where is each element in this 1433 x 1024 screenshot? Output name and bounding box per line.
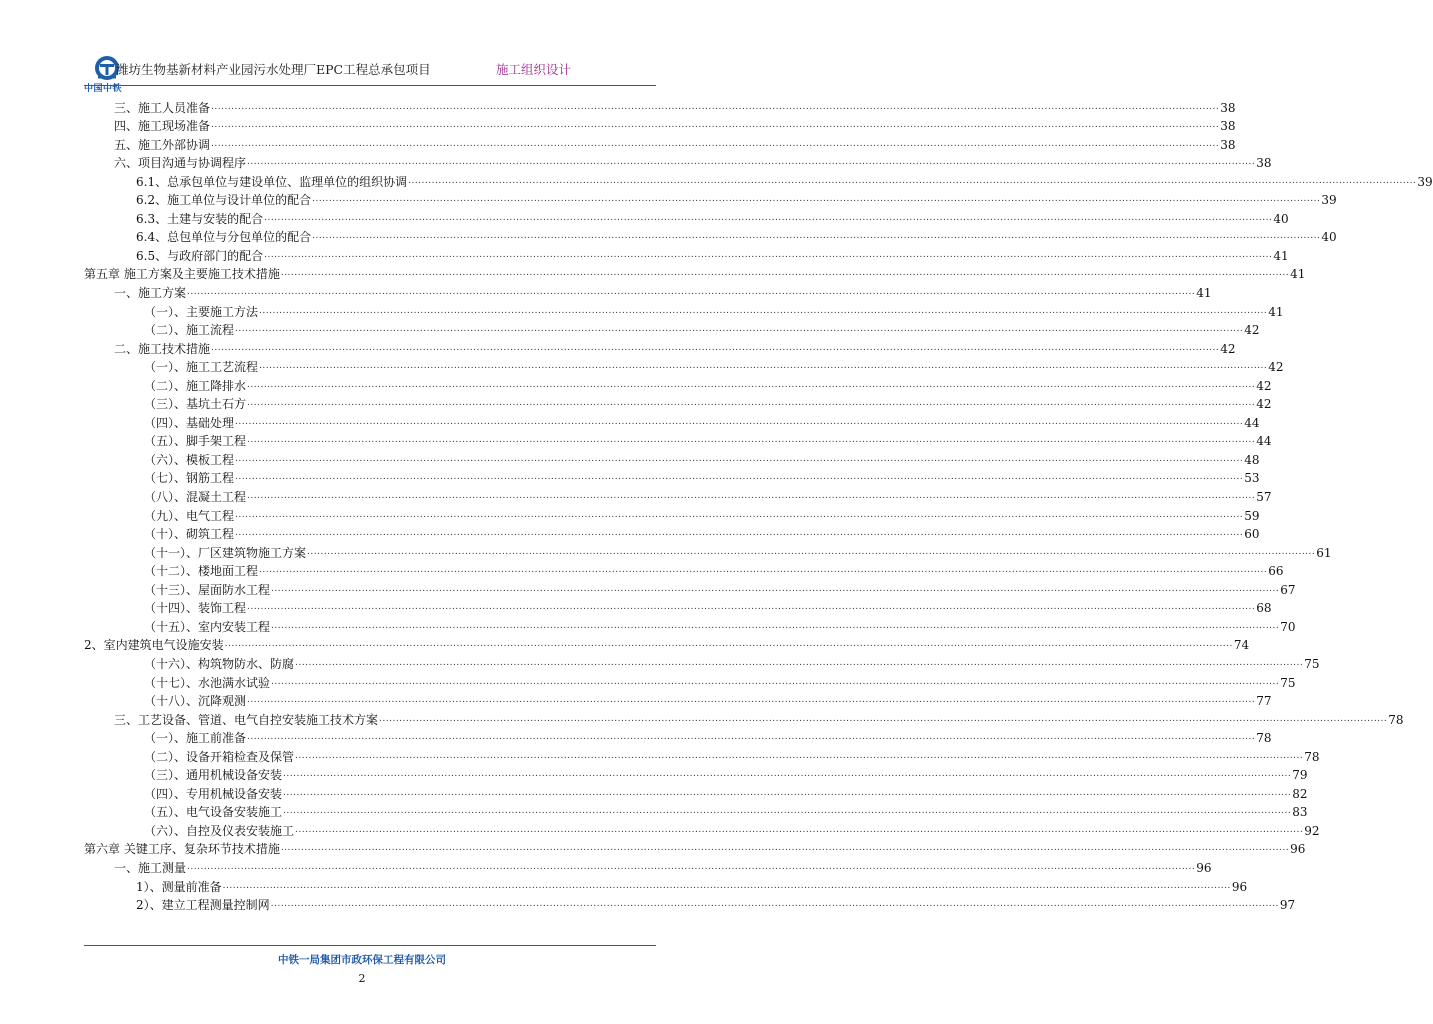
toc-entry[interactable] <box>84 578 1296 597</box>
toc-entry[interactable] <box>84 523 1260 542</box>
toc-entry[interactable] <box>84 690 1272 709</box>
toc-entry-page: 38 <box>1220 119 1236 134</box>
toc-leader-dots: ............................................................................................................................................................................................................................................................................................................ <box>307 546 1316 557</box>
toc-entry[interactable] <box>84 411 1260 430</box>
toc-leader-dots: ............................................................................................................................................................................................................................................................................................................ <box>247 491 1256 502</box>
toc-leader-dots: ............................................................................................................................................................................................................................................................................................................ <box>259 305 1268 316</box>
toc-entry[interactable] <box>84 560 1284 579</box>
header-divider <box>84 85 656 86</box>
toc-entry-page: 82 <box>1292 786 1308 801</box>
toc-entry[interactable] <box>84 263 1306 282</box>
toc-entry-label: （十七）、水池满水试验 <box>144 675 271 690</box>
toc-entry[interactable] <box>84 652 1320 671</box>
toc-leader-dots: ............................................................................................................................................................................................................................................................................................................ <box>379 713 1388 724</box>
toc-entry-label: 2、室内建筑电气设施安装 <box>84 638 224 653</box>
toc-leader-dots: ............................................................................................................................................................................................................................................................................................................ <box>247 379 1256 390</box>
toc-entry-label: 6.5、与政府部门的配合 <box>136 248 264 263</box>
toc-entry-page: 66 <box>1268 564 1284 579</box>
toc-entry[interactable] <box>84 115 1236 134</box>
toc-leader-dots: ............................................................................................................................................................................................................................................................................................................ <box>211 120 1220 131</box>
toc-entry-page: 41 <box>1196 286 1212 301</box>
toc-entry-label: （三）、基坑土石方 <box>144 397 247 412</box>
toc-entry-page: 42 <box>1256 397 1272 412</box>
toc-entry-page: 75 <box>1304 656 1320 671</box>
toc-entry[interactable] <box>84 819 1320 838</box>
toc-leader-dots: ............................................................................................................................................................................................................................................................................................................ <box>222 880 1231 891</box>
toc-entry[interactable] <box>84 356 1284 375</box>
logo-caption: 中国中铁 <box>84 84 123 94</box>
toc-entry-label: （四）、基础处理 <box>144 415 235 430</box>
toc-entry-label: 三、施工人员准备 <box>114 100 211 115</box>
toc-leader-dots: ............................................................................................................................................................................................................................................................................................................ <box>235 528 1244 539</box>
toc-entry[interactable] <box>84 337 1236 356</box>
toc-entry[interactable] <box>84 597 1272 616</box>
footer-divider <box>84 945 656 946</box>
toc-entry[interactable] <box>84 189 1337 208</box>
toc-leader-dots: ............................................................................................................................................................................................................................................................................................................ <box>211 138 1220 149</box>
toc-entry-label: （八）、混凝土工程 <box>144 490 247 505</box>
toc-leader-dots: ............................................................................................................................................................................................................................................................................................................ <box>295 657 1304 668</box>
toc-entry-page: 44 <box>1244 415 1260 430</box>
toc-entry[interactable] <box>84 244 1289 263</box>
toc-leader-dots: ............................................................................................................................................................................................................................................................................................................ <box>235 416 1244 427</box>
toc-entry[interactable] <box>84 281 1212 301</box>
toc-leader-dots: ............................................................................................................................................................................................................................................................................................................ <box>271 676 1280 687</box>
toc-entry-page: 68 <box>1256 601 1272 616</box>
toc-entry[interactable] <box>84 226 1337 245</box>
toc-entry-page: 39 <box>1417 174 1433 189</box>
toc-entry-label: 一、施工测量 <box>114 860 187 875</box>
toc-leader-dots: ............................................................................................................................................................................................................................................................................................................ <box>271 620 1280 631</box>
toc-entry[interactable] <box>84 745 1320 764</box>
toc-entry-page: 59 <box>1244 508 1260 523</box>
toc-leader-dots: ............................................................................................................................................................................................................................................................................................................ <box>283 806 1292 817</box>
toc-entry[interactable] <box>84 152 1272 171</box>
toc-entry-label: （十三）、屋面防水工程 <box>144 582 271 597</box>
toc-entry[interactable] <box>84 96 1236 115</box>
toc-entry-label: （七）、钢筋工程 <box>144 471 235 486</box>
toc-entry-page: 60 <box>1244 527 1260 542</box>
toc-leader-dots: ............................................................................................................................................................................................................................................................................................................ <box>247 695 1256 706</box>
toc-entry-label: （一）、主要施工方法 <box>144 304 259 319</box>
toc-leader-dots: ............................................................................................................................................................................................................................................................................................................ <box>187 287 1196 298</box>
toc-entry-label: （五）、电气设备安装施工 <box>144 805 283 820</box>
toc-entry[interactable] <box>84 764 1308 783</box>
toc-entry[interactable] <box>84 300 1284 319</box>
toc-entry-page: 74 <box>1233 638 1250 653</box>
toc-entry-page: 96 <box>1290 842 1306 857</box>
toc-leader-dots: ............................................................................................................................................................................................................................................................................................................ <box>270 899 1279 910</box>
toc-entry-page: 79 <box>1292 768 1308 783</box>
toc-entry-label: （二）、设备开箱检查及保管 <box>144 749 295 764</box>
toc-leader-dots: ............................................................................................................................................................................................................................................................................................................ <box>259 565 1268 576</box>
toc-entry-label: （二）、施工流程 <box>144 323 235 338</box>
toc-entry-page: 42 <box>1256 378 1272 393</box>
toc-entry-label: （五）、脚手架工程 <box>144 434 247 449</box>
toc-entry-label: （四）、专用机械设备安装 <box>144 786 283 801</box>
toc-leader-dots: ............................................................................................................................................................................................................................................................................................................ <box>283 787 1292 798</box>
toc-entry-label: 二、施工技术措施 <box>114 341 211 356</box>
toc-entry-label: 2）、建立工程测量控制网 <box>136 898 270 913</box>
page-header <box>84 52 656 94</box>
toc-leader-dots: ............................................................................................................................................................................................................................................................................................................ <box>271 583 1280 594</box>
toc-entry-label: （十四）、装饰工程 <box>144 601 247 616</box>
toc-entry-label: 一、施工方案 <box>114 286 187 301</box>
toc-entry-label: （六）、自控及仪表安装施工 <box>144 823 295 838</box>
toc-entry[interactable] <box>84 319 1260 338</box>
toc-entry-page: 70 <box>1280 619 1296 634</box>
toc-entry-label: （二）、施工降排水 <box>144 378 247 393</box>
toc-entry[interactable] <box>84 875 1248 894</box>
toc-entry-page: 39 <box>1321 193 1337 208</box>
toc-entry-label: 第五章 施工方案及主要施工技术措施 <box>84 267 280 282</box>
toc-entry-page: 53 <box>1244 471 1260 486</box>
toc-entry[interactable] <box>84 615 1296 634</box>
toc-entry-page: 38 <box>1220 137 1236 152</box>
toc-entry-page: 40 <box>1273 211 1289 226</box>
toc-entry-label: 1）、测量前准备 <box>136 879 222 894</box>
toc-entry-label: （十五）、室内安装工程 <box>144 619 271 634</box>
toc-entry-label: 6.2、施工单位与设计单位的配合 <box>136 193 312 208</box>
toc-entry-label: 四、施工现场准备 <box>114 119 211 134</box>
toc-leader-dots: ............................................................................................................................................................................................................................................................................................................ <box>247 732 1256 743</box>
footer-company: 中铁一局集团市政环保工程有限公司 <box>278 954 446 966</box>
toc-entry-page: 75 <box>1280 675 1296 690</box>
toc-entry[interactable] <box>84 727 1272 746</box>
toc-entry[interactable] <box>84 170 1433 189</box>
toc-entry-label: （六）、模板工程 <box>144 452 235 467</box>
toc-entry[interactable] <box>84 801 1308 820</box>
toc-entry-page: 41 <box>1273 248 1289 263</box>
section-title: 施工组织设计 <box>496 62 572 77</box>
toc-entry-label: 第六章 关键工序、复杂环节技术措施 <box>84 842 280 857</box>
toc-leader-dots: ............................................................................................................................................................................................................................................................................................................ <box>235 509 1244 520</box>
toc-entry[interactable] <box>84 634 1250 653</box>
toc-entry-page: 78 <box>1304 749 1320 764</box>
toc-entry[interactable] <box>84 856 1212 875</box>
toc-entry[interactable] <box>84 671 1296 690</box>
toc-entry-label: （十八）、沉降观测 <box>144 694 247 709</box>
toc-entry-label: 6.4、总包单位与分包单位的配合 <box>136 230 312 245</box>
toc-leader-dots: ............................................................................................................................................................................................................................................................................................................ <box>211 101 1220 112</box>
toc-entry[interactable] <box>84 782 1308 801</box>
toc-leader-dots: ............................................................................................................................................................................................................................................................................................................ <box>280 268 1290 279</box>
toc-entry-page: 42 <box>1220 341 1236 356</box>
toc-entry[interactable] <box>84 708 1404 727</box>
toc-entry-page: 48 <box>1244 452 1260 467</box>
toc-leader-dots: ............................................................................................................................................................................................................................................................................................................ <box>312 194 1321 205</box>
toc-leader-dots: ............................................................................................................................................................................................................................................................................................................ <box>224 639 1233 650</box>
toc-entry[interactable] <box>84 504 1260 523</box>
toc-leader-dots: ............................................................................................................................................................................................................................................................................................................ <box>187 861 1196 872</box>
toc-entry[interactable] <box>84 467 1260 486</box>
toc-entry[interactable] <box>84 393 1272 412</box>
toc-leader-dots: ............................................................................................................................................................................................................................................................................................................ <box>247 157 1256 168</box>
toc-entry-label: （十二）、楼地面工程 <box>144 564 259 579</box>
toc-leader-dots: ............................................................................................................................................................................................................................................................................................................ <box>283 769 1292 780</box>
toc-entry-page: 96 <box>1196 860 1212 875</box>
toc-entry[interactable] <box>84 838 1306 857</box>
toc-leader-dots: ............................................................................................................................................................................................................................................................................................................ <box>312 231 1321 242</box>
toc-entry[interactable] <box>84 430 1272 449</box>
toc-entry-page: 96 <box>1231 879 1248 894</box>
toc-entry-page: 41 <box>1290 267 1306 282</box>
toc-entry-page: 44 <box>1256 434 1272 449</box>
toc-entry-page: 67 <box>1280 582 1296 597</box>
toc-leader-dots: ............................................................................................................................................................................................................................................................................................................ <box>295 824 1304 835</box>
toc-leader-dots: ............................................................................................................................................................................................................................................................................................................ <box>295 750 1304 761</box>
table-of-contents <box>84 96 1433 913</box>
toc-entry-page: 41 <box>1268 304 1284 319</box>
toc-entry-label: 6.1、总承包单位与建设单位、监理单位的组织协调 <box>136 174 408 189</box>
toc-entry-label: （九）、电气工程 <box>144 508 235 523</box>
toc-entry-label: 三、工艺设备、管道、电气自控安装施工技术方案 <box>114 712 379 727</box>
toc-leader-dots: ............................................................................................................................................................................................................................................................................................................ <box>247 435 1256 446</box>
toc-leader-dots: ............................................................................................................................................................................................................................................................................................................ <box>247 398 1256 409</box>
toc-entry-label: （十六）、构筑物防水、防腐 <box>144 656 295 671</box>
toc-leader-dots: ............................................................................................................................................................................................................................................................................................................ <box>280 843 1290 854</box>
toc-entry-page: 77 <box>1256 694 1272 709</box>
toc-entry-page: 83 <box>1292 805 1308 820</box>
toc-entry[interactable] <box>84 374 1272 393</box>
toc-entry-page: 92 <box>1304 823 1320 838</box>
toc-leader-dots: ............................................................................................................................................................................................................................................................................................................ <box>235 324 1244 335</box>
toc-entry-page: 40 <box>1321 230 1337 245</box>
toc-entry-page: 78 <box>1388 712 1404 727</box>
toc-entry[interactable] <box>84 541 1332 560</box>
toc-leader-dots: ............................................................................................................................................................................................................................................................................................................ <box>247 602 1256 613</box>
toc-leader-dots: ............................................................................................................................................................................................................................................................................................................ <box>235 472 1244 483</box>
toc-entry[interactable] <box>84 133 1236 152</box>
toc-entry-page: 78 <box>1256 731 1272 746</box>
toc-leader-dots: ............................................................................................................................................................................................................................................................................................................ <box>264 212 1273 223</box>
toc-leader-dots: ............................................................................................................................................................................................................................................................................................................ <box>264 249 1273 260</box>
toc-entry-page: 42 <box>1268 360 1284 375</box>
toc-entry[interactable] <box>84 485 1272 505</box>
toc-entry-page: 97 <box>1279 898 1296 913</box>
toc-entry-label: （一）、施工前准备 <box>144 731 247 746</box>
toc-entry[interactable] <box>84 207 1289 226</box>
document-title: 潍坊生物基新材料产业园污水处理厂EPC工程总承包项目 <box>116 62 431 77</box>
toc-entry-page: 57 <box>1256 490 1272 505</box>
toc-entry-page: 38 <box>1256 156 1272 171</box>
toc-entry-page: 61 <box>1316 545 1332 560</box>
toc-entry-label: 五、施工外部协调 <box>114 137 211 152</box>
toc-entry-label: （一）、施工工艺流程 <box>144 360 259 375</box>
toc-entry[interactable] <box>84 894 1296 913</box>
toc-entry-label: 六、项目沟通与协调程序 <box>114 156 247 171</box>
toc-leader-dots: ............................................................................................................................................................................................................................................................................................................ <box>408 175 1417 186</box>
toc-entry-page: 42 <box>1244 323 1260 338</box>
toc-entry-label: 6.3、土建与安装的配合 <box>136 211 264 226</box>
toc-leader-dots: ............................................................................................................................................................................................................................................................................................................ <box>259 361 1268 372</box>
toc-entry-label: （十）、砌筑工程 <box>144 527 235 542</box>
toc-entry-page: 38 <box>1220 100 1236 115</box>
toc-entry-label: （十一）、厂区建筑物施工方案 <box>144 545 307 560</box>
toc-leader-dots: ............................................................................................................................................................................................................................................................................................................ <box>235 453 1244 464</box>
page-number: 2 <box>358 972 366 985</box>
toc-leader-dots: ............................................................................................................................................................................................................................................................................................................ <box>211 342 1220 353</box>
toc-entry[interactable] <box>84 448 1260 467</box>
toc-entry-label: （三）、通用机械设备安装 <box>144 768 283 783</box>
